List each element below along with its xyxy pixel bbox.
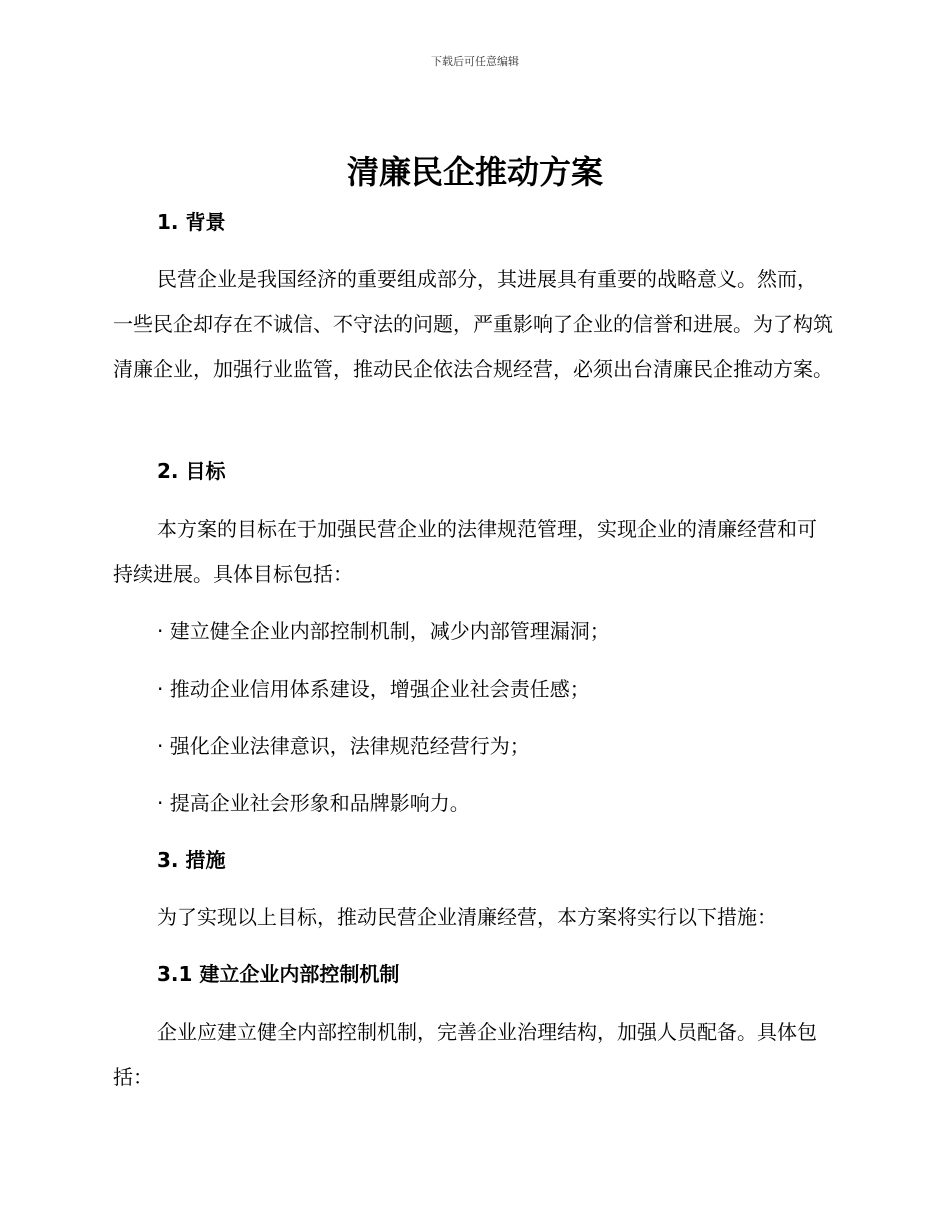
- goal-bullet-3: · 强化企业法律意识，法律规范经营行为；: [157, 734, 530, 758]
- section-heading-background: 1. 背景: [157, 210, 226, 234]
- background-paragraph: 民营企业是我国经济的重要组成部分，其进展具有重要的战略意义。然而，一些民企却存在不诚信、不守法的问题，严重影响了企业的信誉和进展。为了构筑清廉企业，加强行业监管，推动民企依法合规经营，必须出台清廉民企推动方案。: [113, 267, 833, 381]
- goal-bullet-2: · 推动企业信用体系建设，增强企业社会责任感；: [157, 677, 590, 701]
- measures-intro: 为了实现以上目标，推动民营企业清廉经营，本方案将实行以下措施：: [157, 905, 777, 929]
- document-title: 清廉民企推动方案: [346, 153, 603, 191]
- internal-control-paragraph: 企业应建立健全内部控制机制，完善企业治理结构，加强人员配备。具体包括：: [113, 1020, 817, 1089]
- goal-bullet-1: · 建立健全企业内部控制机制，减少内部管理漏洞；: [157, 619, 610, 643]
- goal-bullet-4: · 提高企业社会形象和品牌影响力。: [157, 791, 470, 815]
- subsection-heading-internal-control: 3.1 建立企业内部控制机制: [157, 962, 400, 986]
- section-heading-measures: 3. 措施: [157, 848, 226, 872]
- goals-paragraph: 本方案的目标在于加强民营企业的法律规范管理，实现企业的清廉经营和可持续进展。具体目标包括：: [113, 517, 817, 586]
- header-note: 下载后可任意编辑: [431, 55, 519, 68]
- section-heading-goals: 2. 目标: [157, 459, 226, 483]
